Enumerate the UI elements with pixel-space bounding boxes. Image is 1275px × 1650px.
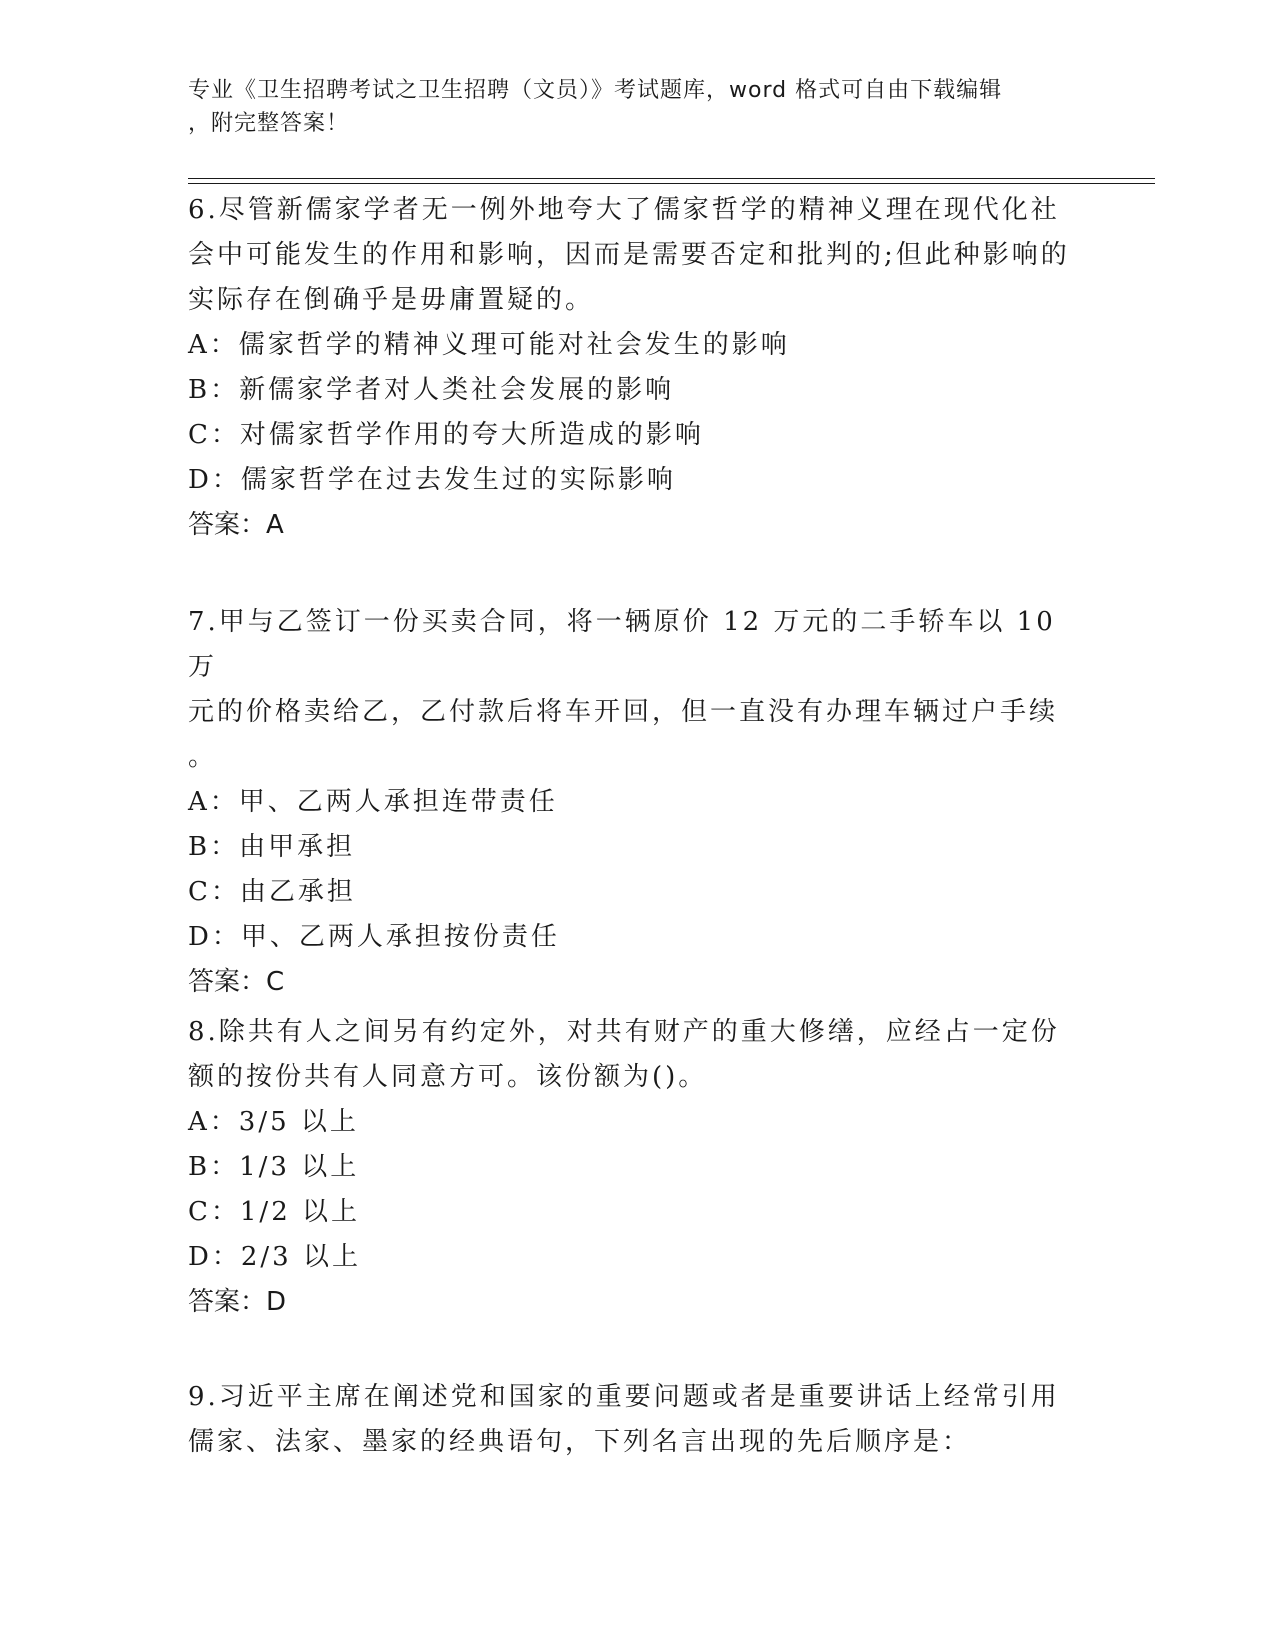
option-d: D：甲、乙两人承担按份责任 bbox=[188, 922, 560, 952]
question-6 bbox=[188, 188, 1083, 548]
answer-label: 答案： bbox=[188, 967, 267, 997]
answer-line bbox=[188, 1280, 1083, 1325]
question-stem-line: 6.尽管新儒家学者无一例外地夸大了儒家哲学的精神义理在现代化社 bbox=[188, 195, 1060, 225]
answer-label: 答案： bbox=[188, 1287, 267, 1317]
option-c: C：1/2 以上 bbox=[188, 1197, 361, 1227]
header-line-1: 专业《卫生招聘考试之卫生招聘（文员）》考试题库，word 格式可自由下载编辑 bbox=[188, 78, 1003, 103]
question-stem-line: 9.习近平主席在阐述党和国家的重要问题或者是重要讲话上经常引用 bbox=[188, 1382, 1060, 1412]
question-stem-line: 实际存在倒确乎是毋庸置疑的。 bbox=[188, 285, 595, 315]
question-stem-line: 7.甲与乙签订一份买卖合同，将一辆原价 12 万元的二手轿车以 10 万 bbox=[188, 607, 1056, 682]
document-header bbox=[188, 74, 1068, 140]
question-stem-line: 8.除共有人之间另有约定外，对共有财产的重大修缮，应经占一定份 bbox=[188, 1017, 1060, 1047]
option-c: C：对儒家哲学作用的夸大所造成的影响 bbox=[188, 420, 704, 450]
header-divider-bottom bbox=[188, 183, 1155, 184]
answer-value: C bbox=[266, 967, 285, 997]
question-8 bbox=[188, 1010, 1083, 1325]
answer-label: 答案： bbox=[188, 510, 267, 540]
option-b: B：由甲承担 bbox=[188, 832, 356, 862]
header-line-2: ，附完整答案！ bbox=[188, 111, 350, 136]
option-d: D：2/3 以上 bbox=[188, 1242, 361, 1272]
answer-line bbox=[188, 960, 1083, 1005]
option-d: D：儒家哲学在过去发生过的实际影响 bbox=[188, 465, 676, 495]
option-b: B：新儒家学者对人类社会发展的影响 bbox=[188, 375, 675, 405]
option-a: A：3/5 以上 bbox=[188, 1107, 359, 1137]
option-c: C：由乙承担 bbox=[188, 877, 356, 907]
answer-line bbox=[188, 503, 1083, 548]
question-9 bbox=[188, 1375, 1083, 1465]
option-a: A：甲、乙两人承担连带责任 bbox=[188, 787, 558, 817]
option-a: A：儒家哲学的精神义理可能对社会发生的影响 bbox=[188, 330, 790, 360]
answer-value: A bbox=[266, 510, 284, 540]
question-7 bbox=[188, 600, 1083, 1005]
question-stem-line: 。 bbox=[188, 742, 218, 772]
option-b: B：1/3 以上 bbox=[188, 1152, 360, 1182]
question-stem-line: 儒家、法家、墨家的经典语句，下列名言出现的先后顺序是： bbox=[188, 1427, 972, 1457]
header-divider-top bbox=[188, 178, 1155, 179]
question-stem-line: 额的按份共有人同意方可。该份额为()。 bbox=[188, 1062, 708, 1092]
question-stem-line: 会中可能发生的作用和影响，因而是需要否定和批判的;但此种影响的 bbox=[188, 240, 1070, 270]
question-stem-line: 元的价格卖给乙，乙付款后将车开回，但一直没有办理车辆过户手续 bbox=[188, 697, 1059, 727]
answer-value: D bbox=[266, 1287, 287, 1317]
